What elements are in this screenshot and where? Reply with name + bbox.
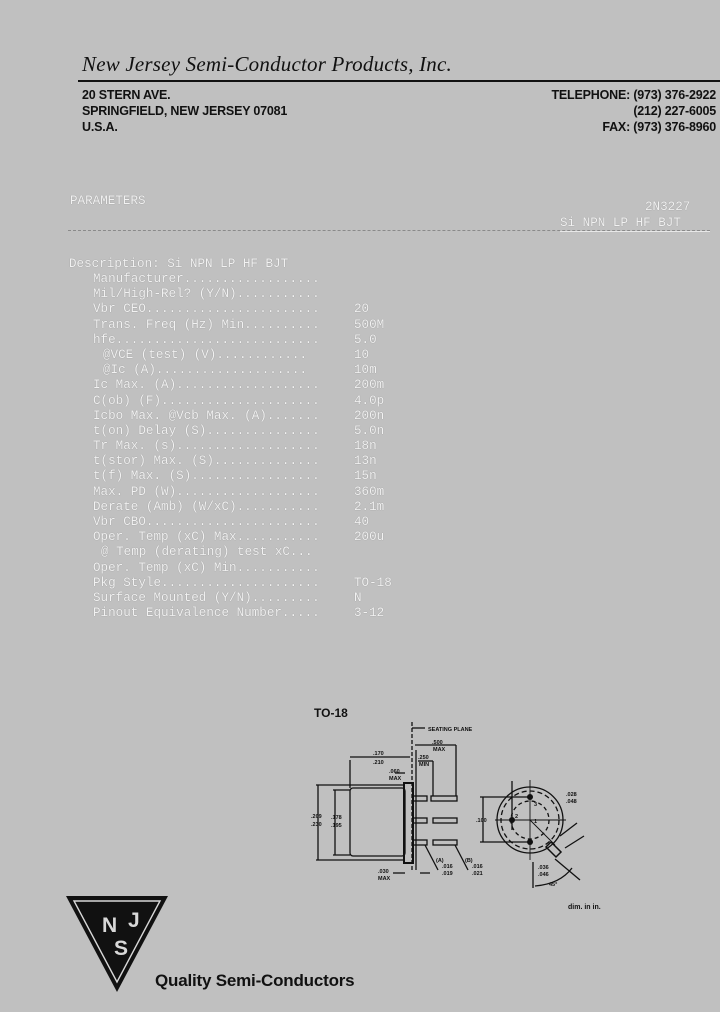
company-name: New Jersey Semi-Conductor Products, Inc.: [82, 52, 452, 76]
parameter-value: 10m: [354, 363, 377, 378]
company-contact: [551, 87, 716, 135]
package-title: TO-18: [314, 706, 348, 720]
part-underline: [560, 231, 710, 232]
parameter-row: [93, 530, 385, 545]
to18-package-drawing: [300, 700, 630, 900]
parameter-label: Mil/High-Rel? (Y/N)...........: [93, 287, 320, 302]
svg-text:2: 2: [515, 814, 519, 820]
parameter-label: t(f) Max. (S).................: [93, 469, 320, 484]
svg-text:.048: .048: [566, 799, 577, 805]
address-line: U.S.A.: [82, 120, 118, 134]
parameter-label: C(ob) (F).....................: [93, 393, 320, 408]
parameter-label: Trans. Freq (Hz) Min..........: [93, 317, 320, 332]
svg-text:.016: .016: [472, 864, 483, 870]
parameter-row: [93, 287, 320, 302]
svg-text:MAX: MAX: [378, 876, 391, 882]
parameter-label: Manufacturer..................: [93, 272, 320, 286]
parameter-row: [93, 499, 385, 515]
parameter-value: 10: [354, 347, 370, 362]
parameter-label: Vbr CEO.......................: [93, 302, 320, 317]
units-note: dim. in in.: [568, 904, 601, 911]
svg-text:(A): (A): [436, 858, 444, 864]
parameter-value: 200u: [354, 530, 385, 545]
parameter-row: [93, 272, 320, 287]
svg-text:J: J: [128, 909, 140, 932]
parameter-label: Max. PD (W)...................: [93, 484, 320, 499]
parameter-row: [93, 469, 377, 484]
parameter-label: Oper. Temp (xC) Max...........: [93, 530, 320, 545]
part-number: 2N3227: [645, 200, 691, 214]
parameter-row: [93, 332, 377, 348]
parameter-label: Vbr CBO.......................: [93, 515, 320, 529]
parameter-row: [93, 561, 320, 576]
parameter-value: 2.1m: [354, 499, 385, 514]
parameter-value: 13n: [354, 454, 377, 469]
header-rule: [78, 80, 720, 82]
parameter-label: @Ic (A)....................: [103, 363, 308, 378]
seating-plane-label: SEATING PLANE: [428, 727, 473, 733]
parameter-row: [93, 484, 385, 500]
parameter-label: t(stor) Max. (S)..............: [93, 454, 320, 469]
svg-text:1: 1: [534, 819, 538, 825]
parameter-value: 40: [354, 515, 370, 529]
parameter-value: 15n: [354, 469, 377, 484]
parameter-table: [93, 272, 392, 621]
svg-text:MAX: MAX: [389, 776, 402, 782]
svg-text:.230: .230: [311, 822, 322, 828]
parameter-value: 5.0: [354, 332, 377, 347]
description-line: Description: Si NPN LP HF BJT: [69, 257, 289, 271]
parameter-value: 200n: [354, 408, 385, 423]
parameter-row: [93, 393, 385, 409]
company-address: [82, 87, 287, 135]
parameter-label: Surface Mounted (Y/N).........: [93, 590, 320, 605]
parameter-value: 360m: [354, 484, 385, 499]
parameter-label: @VCE (test) (V)............: [103, 347, 308, 362]
parameter-row: [93, 378, 385, 393]
svg-text:45°: 45°: [549, 882, 558, 888]
svg-text:(B): (B): [465, 858, 473, 864]
svg-text:S: S: [114, 937, 129, 960]
parameter-label: Pinout Equivalence Number.....: [93, 606, 320, 621]
parameter-row: [93, 515, 370, 530]
svg-text:MIN: MIN: [419, 762, 430, 768]
telephone-line: TELEPHONE: (973) 376-2922: [551, 88, 716, 102]
svg-text:.178: .178: [331, 815, 342, 821]
svg-text:.210: .210: [373, 760, 384, 766]
section-title: PARAMETERS: [70, 194, 146, 208]
svg-text:3: 3: [534, 802, 538, 808]
parameter-value: 5.0n: [354, 423, 385, 438]
parameter-label: Pkg Style.....................: [93, 575, 320, 590]
parameter-row: [93, 606, 385, 621]
svg-text:.170: .170: [373, 751, 384, 757]
svg-text:.016: .016: [442, 864, 453, 870]
parameter-row: [93, 545, 320, 560]
parameter-row: [93, 439, 377, 454]
parameter-row: [93, 363, 377, 378]
svg-text:.060: .060: [389, 769, 400, 775]
parameter-row: [93, 317, 385, 333]
parameter-value: 500M: [354, 317, 385, 332]
parameter-row: [93, 408, 385, 424]
svg-text:.209: .209: [311, 814, 322, 820]
parameter-label: t(on) Delay (S)...............: [93, 423, 320, 438]
telephone-line: (212) 227-6005: [633, 104, 716, 118]
svg-text:.021: .021: [472, 871, 483, 877]
svg-text:.028: .028: [566, 792, 577, 798]
parameter-label: Oper. Temp (xC) Min...........: [93, 560, 320, 575]
tagline: Quality Semi-Conductors: [155, 971, 355, 990]
parameter-row: [93, 423, 385, 439]
parameter-label: Icbo Max. @Vcb Max. (A).......: [93, 408, 320, 423]
svg-text:.036: .036: [538, 865, 549, 871]
fax-line: FAX: (973) 376-8960: [602, 120, 716, 134]
parameter-value: 200m: [354, 378, 385, 393]
parameter-row: [93, 590, 362, 606]
svg-text:.500: .500: [432, 740, 443, 746]
parameter-row: [93, 302, 370, 317]
parameter-label: Ic Max. (A)...................: [93, 378, 320, 393]
parameter-value: 18n: [354, 439, 377, 454]
package-body: [350, 788, 405, 856]
svg-text:N: N: [102, 914, 118, 937]
parameter-label: Derate (Amb) (W/xC)...........: [93, 499, 320, 514]
parameter-row: [93, 454, 377, 469]
parameter-label: @ Temp (derating) test xC...: [101, 545, 313, 560]
svg-text:.019: .019: [442, 871, 453, 877]
parameter-row: [93, 347, 370, 363]
address-line: SPRINGFIELD, NEW JERSEY 07081: [82, 104, 288, 118]
address-line: 20 STERN AVE.: [82, 88, 171, 102]
svg-text:.100: .100: [476, 818, 487, 824]
svg-text:.030: .030: [378, 869, 389, 875]
parameter-value: N: [354, 590, 362, 605]
svg-text:MAX: MAX: [433, 747, 446, 753]
parameter-value: TO-18: [354, 575, 392, 590]
parameter-row: [93, 575, 392, 591]
parameter-value: 20: [354, 302, 370, 317]
svg-text:.195: .195: [331, 823, 342, 829]
svg-text:.250: .250: [418, 755, 429, 761]
parameter-value: 4.0p: [354, 393, 385, 408]
part-description: Si NPN LP HF BJT: [560, 216, 681, 230]
parameter-label: hfe...........................: [93, 332, 320, 347]
svg-text:.046: .046: [538, 872, 549, 878]
parameter-label: Tr Max. (s)...................: [93, 439, 320, 454]
parameter-value: 3-12: [354, 606, 385, 621]
